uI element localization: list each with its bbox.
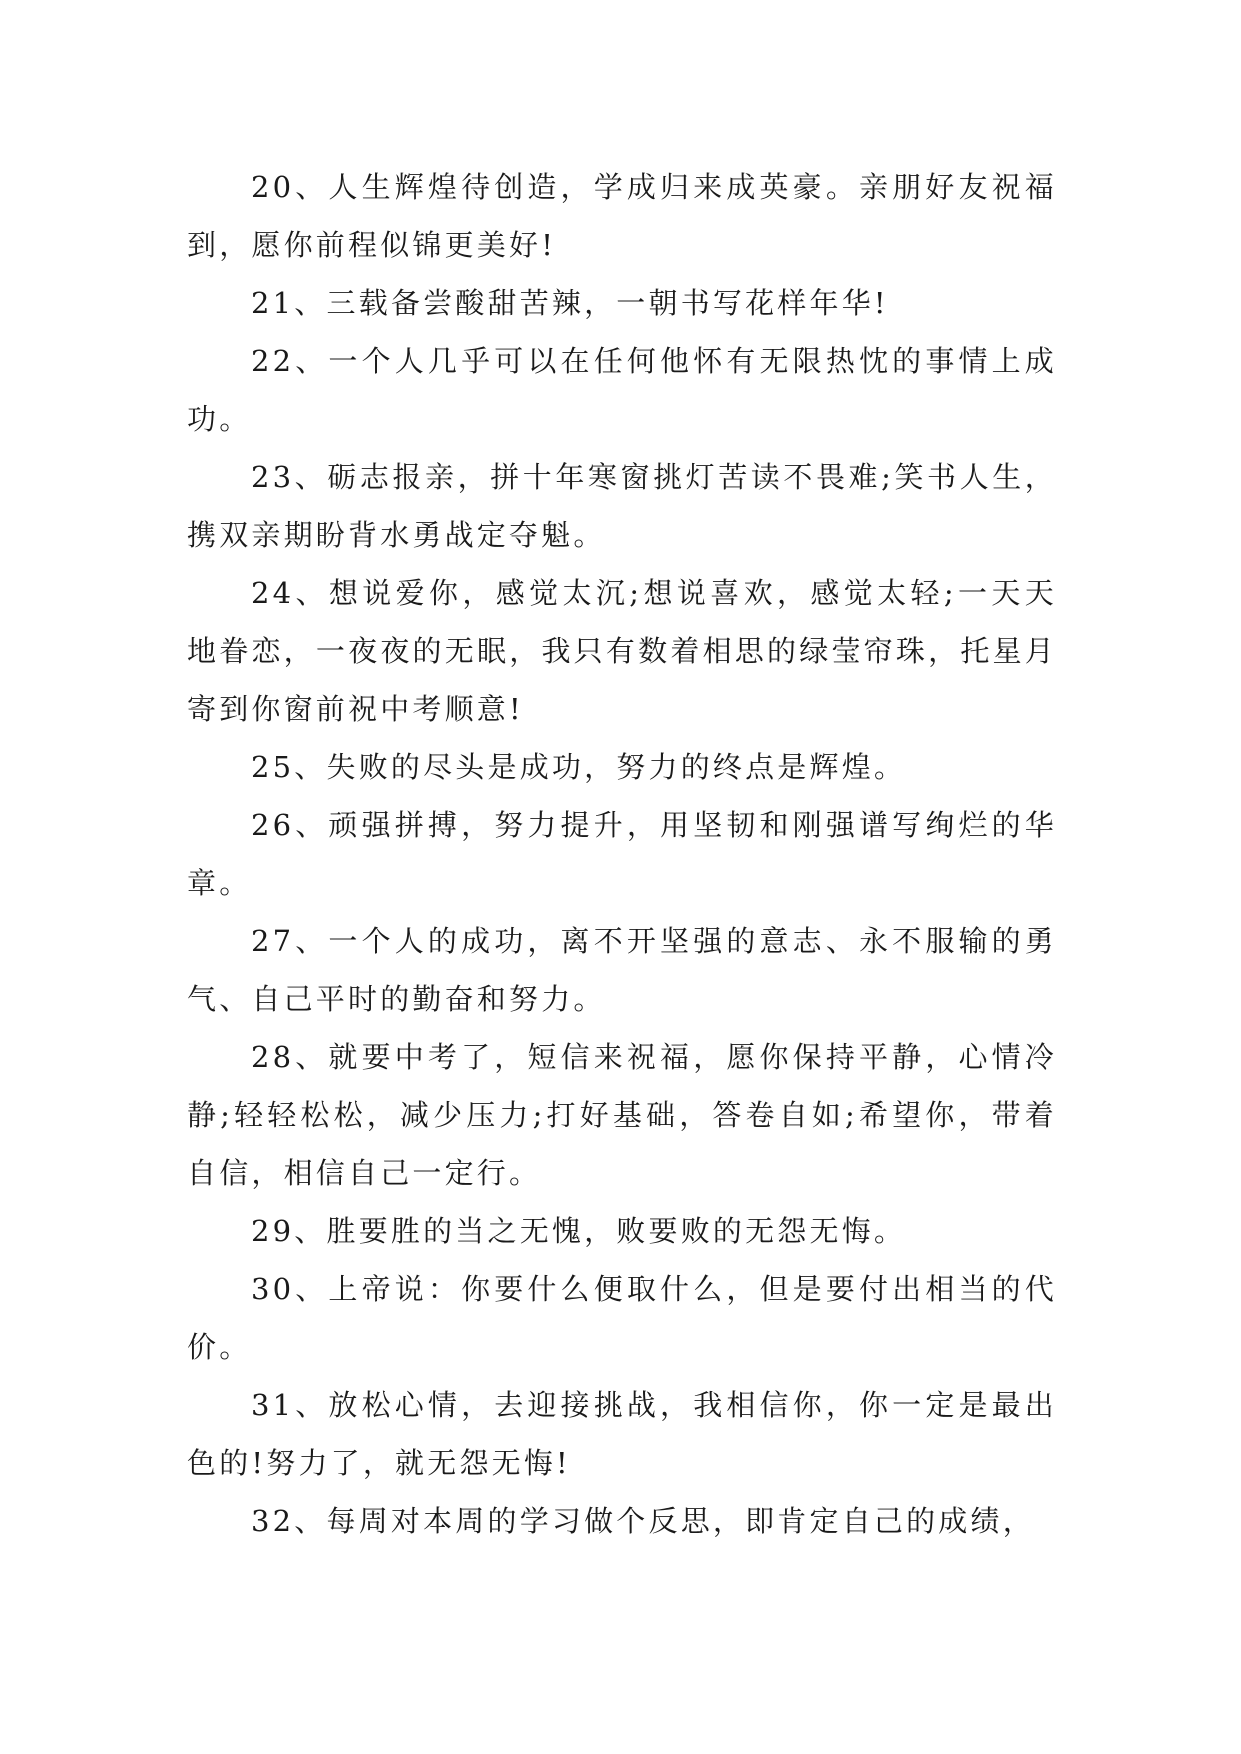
paragraph-31: 31、放松心情，去迎接挑战，我相信你，你一定是最出色的!努力了，就无怨无悔!	[187, 1388, 1057, 1480]
paragraph-29: 29、胜要胜的当之无愧，败要败的无怨无悔。	[251, 1214, 907, 1248]
paragraph-20: 20、人生辉煌待创造，学成归来成英豪。亲朋好友祝福到，愿你前程似锦更美好!	[187, 170, 1057, 262]
paragraph-25: 25、失败的尽头是成功，努力的终点是辉煌。	[251, 750, 907, 784]
paragraph-22: 22、一个人几乎可以在任何他怀有无限热忱的事情上成功。	[187, 344, 1057, 436]
paragraph-28: 28、就要中考了，短信来祝福，愿你保持平静，心情冷静;轻轻松松，减少压力;打好基础，答卷自如;希望你，带着自信，相信自己一定行。	[187, 1040, 1057, 1190]
paragraph-27: 27、一个人的成功，离不开坚强的意志、永不服输的勇气、自己平时的勤奋和努力。	[187, 924, 1057, 1016]
paragraph-24: 24、想说爱你，感觉太沉;想说喜欢，感觉太轻;一天天地眷恋，一夜夜的无眠，我只有数着相思的绿莹帘珠，托星月寄到你窗前祝中考顺意!	[187, 576, 1057, 726]
paragraph-21: 21、三载备尝酸甜苦辣，一朝书写花样年华!	[251, 286, 889, 320]
paragraph-26: 26、顽强拼搏，努力提升，用坚韧和刚强谱写绚烂的华章。	[187, 808, 1057, 900]
paragraph-32: 32、每周对本周的学习做个反思，即肯定自己的成绩，	[251, 1504, 1035, 1538]
document-body	[187, 158, 1057, 1550]
paragraph-23: 23、砺志报亲，拼十年寒窗挑灯苦读不畏难;笑书人生，携双亲期盼背水勇战定夺魁。	[187, 460, 1057, 552]
paragraph-30: 30、上帝说：你要什么便取什么，但是要付出相当的代价。	[187, 1272, 1057, 1364]
